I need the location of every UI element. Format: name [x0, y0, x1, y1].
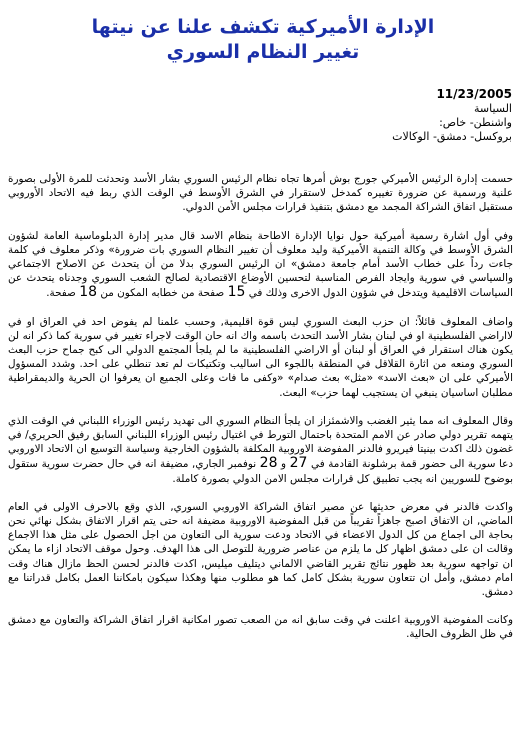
paragraph-2-number-2: 18 — [79, 284, 98, 301]
article-section: السياسة — [473, 102, 512, 115]
article-sources: بروكسل- دمشق- الوكالات — [392, 130, 512, 143]
article-paragraph-1: حسمت إدارة الرئيس الأميركي جورج بوش أمرها تجاه نظام الرئيس السوري بشار الأسد وتحدثت للمرة الأولى بصورة علنية ورسمية عن ضرورة تغييره كمدخل لاستقرار في الشرق الأوسط في الوقت الذي ربط فيه الاتحاد الأوروبي مستقبل اتفاق الشراكة المجمد مع دمشق بتنفيذ قرارات مجلس الأمن الدولي. — [8, 173, 513, 214]
paragraph-4-number-2: 28 — [259, 455, 278, 472]
paragraph-2-text-a: وفي أول اشارة رسمية أميركية حول نوايا الإدارة الاطاحة بنظام الاسد قال مدير إدارة الدبلوماسية العامة لشؤون الشرق الأوسط في وكالة التنمية الأميركية وليد معلوف أن تغيير النظام السوري بات ضرورة» وذكر معلوف في كلمة جاءت رداً على خطاب الأسد أمام جامعة دمشق» ان الرئيس السوري بدلا من أن يتحدث عن الاصلاح الاجتماعي والسياسي في سورية وايجاد الفرص المناسبة لتحسين الأوضاع الاقتصادية لصالح الشعب السوري وجدناه يتحدث عن السياسات الاقليمية ويتدخل في شؤون الدول الاخرى وذلك في — [8, 229, 513, 300]
article-paragraph-6: وكانت المفوضية الاوروبية اعلنت في وقت سابق انه من الصعب تصور امكانية اقرار اتفاق الشراكة والتعاون مع دمشق في ظل الظروف الحالية. — [8, 614, 513, 641]
paragraph-2-number-1: 15 — [227, 284, 246, 301]
paragraph-2-text-c: صفحة. — [46, 287, 76, 300]
article-meta — [240, 86, 512, 144]
article-paragraph-4 — [8, 414, 513, 486]
paragraph-2-text-b: صفحة من خطابه المكون من — [100, 287, 225, 300]
paragraph-4-text-a: وقال المعلوف انه مما يثير الغضب والاشمئزاز ان يلجأ النظام السوري الى تهديد رئيس الوزراء اللبناني في الوقت الذي يتهمه تقرير دولي صادر عن الامم المتحدة باحتمال التورط في اغتيال رئيس الوزراء اللبناني السابق رفيق الحريري/ في غضون ذلك اكدت بينيتا فيريرو فالدنر المفوضة الاوروبية المكلفة بالشؤون الخارجية وسياسة التوسيع ان الاتحاد الاوروبي دعا سورية الى حضور قمة برشلونة القادمة في — [8, 414, 513, 471]
paragraph-4-text-c: نوفمبر الجاري, مضيفة انه في حال حضرت سورية ستقول بوضوح للسوريين انه يجب تطبيق كل قرارات مجلس الامن الدولي بصورة كاملة. — [8, 458, 513, 485]
article-headline — [0, 15, 526, 65]
article-dateline: واشنطن- خاص: — [439, 116, 512, 129]
article-paragraph-2 — [8, 229, 513, 301]
article-date: 11/23/2005 — [436, 87, 512, 101]
article-body — [8, 172, 513, 656]
headline-line-2: تغيير النظام السوري — [166, 40, 360, 63]
article-paragraph-3: واضاف المعلوف قائلاً: ان حزب البعث السوري ليس قوة اقليمية, وحسب علمنا لم يفوض احد في العراق او في لااراضي الفلسطينية او في لبنان بشار الأسد التحدث باسمه واك انه حان الوقت لاجراء تغيير في سورية كما ذكر انه لن يكون هناك استقرار في العراق أو لبنان أو الاراضي الفلسطينية ما لم يلجأ المجتمع الدولي الى كبح جماح حزب البعث السوري ومنعه من اثارة القلاقل في المنطقة باللجوء الى اساليب وتكتيكات لم تعد تنطلي على احد. وشدد المسؤول الأميركي على ان «بعث الاسد» «مثل» بعث صدام» «وكفى ما فات وعلى الجميع ان يعرفوا ان الحرية والديمقراطية مطلبان اساسيان ينبغي ان يستجيب لهما حزب» البعث. — [8, 315, 513, 399]
headline-line-1: الإدارة الأميركية تكشف علنا عن نيتها — [91, 15, 435, 38]
paragraph-4-text-b: و — [281, 458, 287, 471]
article-paragraph-5: واكدت فالدنر في معرض حديثها عن مصير اتفاق الشراكة الاوروبي السوري, الذي وقع بالاحرف الاولى في العام الماضي, ان الاتفاق اصبح جاهزاً تقريباً من قبل المفوضية الاوروبية مضيفة انه حتى يتم اقرار الاتفاق بشكل نهائي نحن بحاجة الى اجماع من كل الدول الاعضاء في الاتحاد ودعت سورية الى التعاون من اجل الحصول على مثل هذا الاجماع وقالت ان على دمشق اظهار كل ما يلزم من عناصر ضرورية للتوصل الى هذا الهدف. وحول موقف الاتحاد ازاء ما يمكن ان تواجهه سورية بعد ظهور نتائج تقرير القاضي الالماني ديتليف ميليس, اكدت فالدنر لحسن الحظ مازال هناك وقت امام دمشق, وأمل ان تتعاون سورية بشكل كامل كما هو مطلوب منها وهكذا سيكون بامكاننا العمل بكامل قدراتنا مع دمشق. — [8, 500, 513, 599]
paragraph-4-number-1: 27 — [289, 455, 308, 472]
